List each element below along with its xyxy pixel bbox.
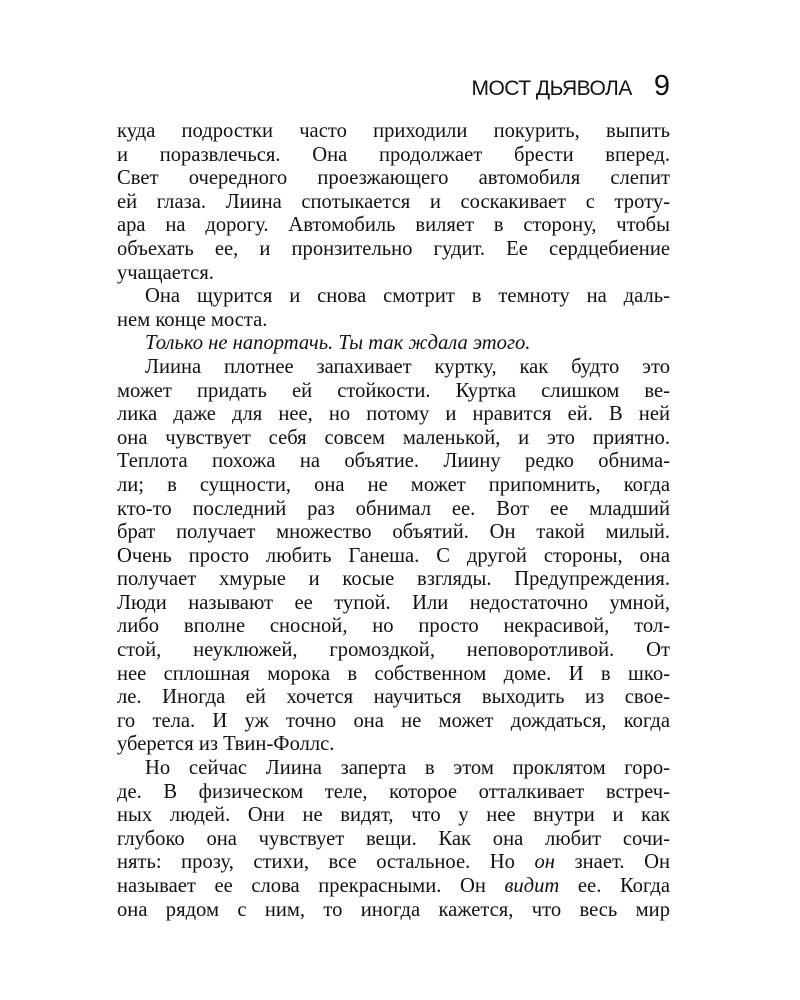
text-line-mixed bbox=[117, 875, 670, 899]
text-line: ей глаза. Лиина спотыкается и соскакивает с троту- bbox=[117, 190, 670, 213]
running-title: МОСТ ДЬЯВОЛА bbox=[471, 77, 632, 100]
page-number: 9 bbox=[653, 70, 670, 102]
text-line: Лиина плотнее запахивает куртку, как будто это bbox=[145, 355, 670, 378]
text-line: куда подростки часто приходили покурить, выпить bbox=[117, 120, 670, 142]
emphasis-text: видит bbox=[504, 875, 560, 897]
emphasis-text: он bbox=[534, 851, 555, 874]
text-line: Люди называют ее тупой. Или недостаточно умной, bbox=[117, 591, 670, 614]
text-line: ара на дорогу. Автомобиль виляет в сторону, чтобы bbox=[117, 214, 670, 237]
text-line: ных людей. Они не видят, что у нее внутри и как bbox=[117, 804, 670, 827]
italic-thought-line: Только не напортачь. Ты так ждала этого. bbox=[145, 332, 531, 355]
text-line: получает хмурые и косые взгляды. Предупреждения. bbox=[117, 568, 670, 591]
text-line: она рядом с ним, то иногда кажется, что весь мир bbox=[117, 898, 670, 921]
text-line: уберется из Твин-Фоллс. bbox=[117, 733, 335, 756]
text-line-mixed bbox=[117, 851, 670, 875]
text-line: глубоко она чувствует вещи. Как она любит сочи- bbox=[117, 827, 670, 850]
text-line: либо вполне сносной, но просто некрасивой, тол- bbox=[117, 615, 670, 638]
text-line: лика даже для нее, но потому и нравится ей. В ней bbox=[117, 403, 670, 426]
text-line: может придать ей стойкости. Куртка слишком ве- bbox=[117, 379, 670, 402]
text-line: Теплота похожа на объятие. Лиину редко обнима- bbox=[117, 450, 670, 473]
text-line: и поразвлечься. Она продолжает брести вперед. bbox=[117, 143, 670, 166]
text-line: Но сейчас Лиина заперта в этом проклятом горо- bbox=[145, 757, 670, 780]
running-head bbox=[117, 70, 670, 110]
text-line: го тела. И уж точно она не может дождаться, когда bbox=[117, 709, 670, 732]
text-line: де. В физическом теле, которое отталкивает встреч- bbox=[117, 780, 670, 803]
text-line: ли; в сущности, она не может припомнить, когда bbox=[117, 473, 670, 496]
text-line: объехать ее, и пронзительно гудит. Ее сердцебиение bbox=[117, 237, 670, 260]
text-line: кто-то последний раз обнимал ее. Вот ее младший bbox=[117, 497, 670, 520]
text-line: Свет очередного проезжающего автомобиля слепит bbox=[117, 167, 670, 190]
text-line: ле. Иногда ей хочется научиться выходить из свое- bbox=[117, 686, 670, 709]
text-line: она чувствует себя совсем маленькой, и это приятно. bbox=[117, 426, 670, 449]
text-line: стой, неуклюжей, громоздкой, неповоротливой. От bbox=[117, 639, 670, 662]
text-segment: ее. Когда bbox=[577, 875, 671, 897]
text-line: Она щурится и снова смотрит в темноту на даль- bbox=[145, 285, 670, 308]
text-segment: называет ее слова прекрасными. Он bbox=[117, 875, 486, 897]
text-segment: знает. Он bbox=[574, 851, 670, 874]
text-line: учащается. bbox=[117, 261, 214, 284]
text-line: нее сплошная морока в собственном доме. И в шко- bbox=[117, 662, 670, 685]
body-text bbox=[117, 120, 670, 922]
text-segment: нять: прозу, стихи, все остальное. Но bbox=[117, 851, 515, 874]
text-line: брат получает множество объятий. Он такой милый. bbox=[117, 521, 670, 544]
text-line: нем конце моста. bbox=[117, 308, 268, 331]
text-line: Очень просто любить Ганеша. С другой стороны, она bbox=[117, 544, 670, 567]
